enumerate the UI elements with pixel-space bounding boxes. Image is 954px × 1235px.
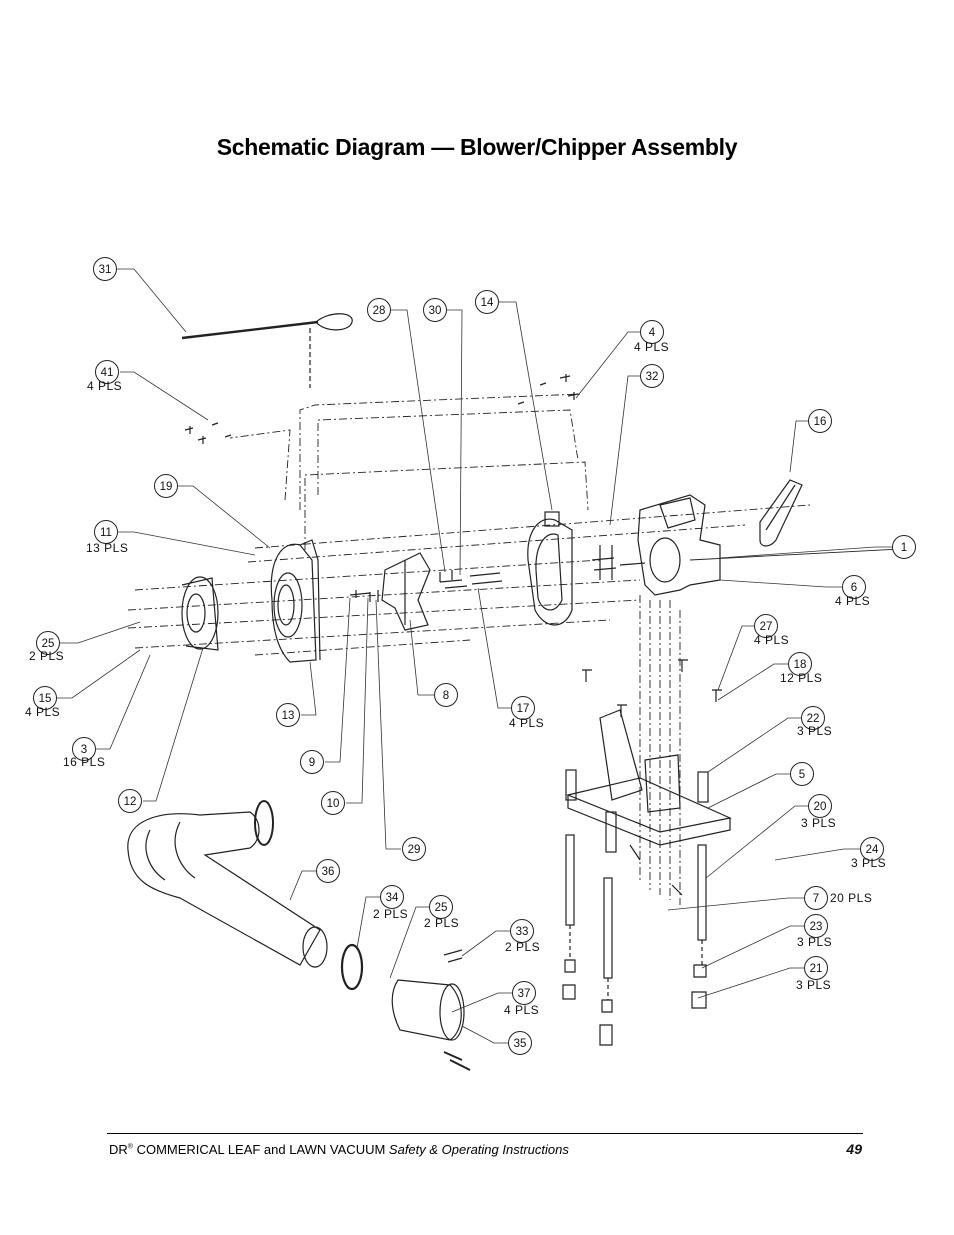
callout-number: 31 xyxy=(98,264,112,276)
callout-3 xyxy=(63,738,105,770)
callout-quantity: 4 PLS xyxy=(504,1003,540,1017)
callout-quantity: 2 PLS xyxy=(424,916,460,930)
callout-27 xyxy=(754,615,789,648)
part-inlet-ring xyxy=(182,577,218,650)
callout-number: 11 xyxy=(100,527,112,539)
footer-doc-type: Safety & Operating Instructions xyxy=(388,1142,569,1157)
callout-quantity: 3 PLS xyxy=(851,856,887,870)
callout-number: 20 xyxy=(813,801,827,813)
part-impeller xyxy=(382,553,430,630)
callout-number: 16 xyxy=(813,416,827,428)
callout-34 xyxy=(373,886,408,922)
callout-number: 35 xyxy=(513,1038,527,1050)
callout-8 xyxy=(435,684,458,707)
callout-number: 25 xyxy=(41,638,55,650)
callout-15 xyxy=(25,687,60,720)
callout-number: 33 xyxy=(515,926,529,938)
callout-leaders xyxy=(57,269,892,1043)
callout-32 xyxy=(641,365,664,388)
callout-quantity: 12 PLS xyxy=(780,671,823,685)
callout-quantity: 13 PLS xyxy=(86,541,129,555)
callout-quantity: 16 PLS xyxy=(63,755,106,769)
callout-23 xyxy=(797,915,832,950)
footer-product: COMMERICAL LEAF and LAWN VACUUM xyxy=(132,1142,389,1157)
callout-29 xyxy=(403,838,426,861)
callout-quantity: 2 PLS xyxy=(373,907,409,921)
callout-number: 21 xyxy=(809,963,823,975)
part-knives xyxy=(440,570,502,588)
callout-number: 25 xyxy=(434,902,448,914)
callout-quantity: 3 PLS xyxy=(797,935,833,949)
callout-12 xyxy=(119,790,142,813)
part-rear-housing xyxy=(528,512,572,625)
callout-35 xyxy=(509,1032,532,1055)
callout-14 xyxy=(476,291,499,314)
callout-number: 3 xyxy=(80,744,88,756)
callout-number: 32 xyxy=(645,371,659,383)
callout-number: 18 xyxy=(793,659,807,671)
callout-number: 23 xyxy=(809,921,823,933)
callout-number: 30 xyxy=(428,305,442,317)
callout-quantity: 4 PLS xyxy=(634,340,670,354)
callout-number: 17 xyxy=(516,703,530,715)
callout-quantity: 4 PLS xyxy=(509,716,545,730)
footer-text xyxy=(109,1142,569,1157)
callout-number: 8 xyxy=(442,690,450,702)
callout-33 xyxy=(505,920,540,955)
callout-5 xyxy=(791,763,814,786)
callout-11 xyxy=(86,521,128,556)
callout-25 xyxy=(29,632,64,664)
part-hose xyxy=(128,812,327,967)
callout-number: 27 xyxy=(759,621,773,633)
page-number: 49 xyxy=(846,1141,862,1157)
callout-4 xyxy=(634,321,669,355)
callout-9 xyxy=(301,751,324,774)
callout-number: 12 xyxy=(123,796,137,808)
callout-quantity: 20 PLS xyxy=(830,891,873,905)
callout-41 xyxy=(87,361,122,394)
part-clamp-34 xyxy=(342,945,362,989)
callout-36 xyxy=(317,860,340,883)
callout-7 xyxy=(805,887,873,910)
callout-number: 4 xyxy=(648,327,656,339)
callout-number: 6 xyxy=(850,582,858,594)
part-adapter-tube xyxy=(392,950,470,1070)
part-legs xyxy=(563,660,722,1045)
callout-number: 37 xyxy=(517,988,531,1000)
callout-number: 22 xyxy=(806,713,820,725)
callout-quantity: 4 PLS xyxy=(754,633,790,647)
callout-number: 36 xyxy=(321,866,335,878)
callout-number: 28 xyxy=(372,305,386,317)
callout-quantity: 4 PLS xyxy=(835,594,871,608)
callout-13 xyxy=(277,704,300,727)
callout-37 xyxy=(504,982,539,1018)
footer-rule xyxy=(107,1133,863,1134)
explode-axes xyxy=(128,394,900,905)
callout-10 xyxy=(322,792,345,815)
callout-31 xyxy=(94,258,117,281)
callout-quantity: 2 PLS xyxy=(29,649,65,663)
callout-6 xyxy=(835,576,870,609)
callout-22 xyxy=(797,707,832,739)
callout-30 xyxy=(424,299,447,322)
callout-quantity: 4 PLS xyxy=(87,379,123,393)
callout-20 xyxy=(801,795,836,831)
callout-number: 41 xyxy=(100,367,114,379)
callout-number: 13 xyxy=(281,710,295,722)
callout-number: 10 xyxy=(326,798,340,810)
part-blower-housing xyxy=(271,540,320,662)
part-bearing xyxy=(592,545,616,580)
callout-18 xyxy=(780,653,822,686)
part-frame xyxy=(566,710,730,852)
callout-number: 15 xyxy=(38,693,52,705)
callout-21 xyxy=(796,957,831,993)
callout-17 xyxy=(509,697,544,731)
part-chute xyxy=(760,480,802,546)
footer-brand: DR xyxy=(109,1142,128,1157)
callout-number: 34 xyxy=(385,892,399,904)
page-title: Schematic Diagram — Blower/Chipper Assembly xyxy=(216,134,738,160)
callout-25 xyxy=(424,896,459,931)
callout-number: 14 xyxy=(480,297,494,309)
callout-1 xyxy=(893,536,916,559)
callout-number: 1 xyxy=(900,542,908,554)
callout-28 xyxy=(368,299,391,322)
part-screws-4 xyxy=(518,374,578,404)
callout-number: 7 xyxy=(812,893,820,905)
callout-number: 24 xyxy=(865,844,879,856)
callout-24 xyxy=(851,838,886,871)
callout-quantity: 3 PLS xyxy=(801,816,837,830)
part-cable xyxy=(182,314,352,388)
callout-number: 29 xyxy=(407,844,421,856)
callout-19 xyxy=(155,475,178,498)
callout-quantity: 2 PLS xyxy=(505,940,541,954)
callout-number: 5 xyxy=(798,769,806,781)
callout-16 xyxy=(809,410,832,433)
callout-quantity: 3 PLS xyxy=(796,978,832,992)
callout-quantity: 3 PLS xyxy=(797,724,833,738)
footer-reg-mark: ® xyxy=(127,1143,133,1151)
callout-number: 9 xyxy=(308,757,316,769)
callout-quantity: 4 PLS xyxy=(25,705,61,719)
part-screws-41 xyxy=(185,423,231,444)
callout-number: 19 xyxy=(159,481,173,493)
